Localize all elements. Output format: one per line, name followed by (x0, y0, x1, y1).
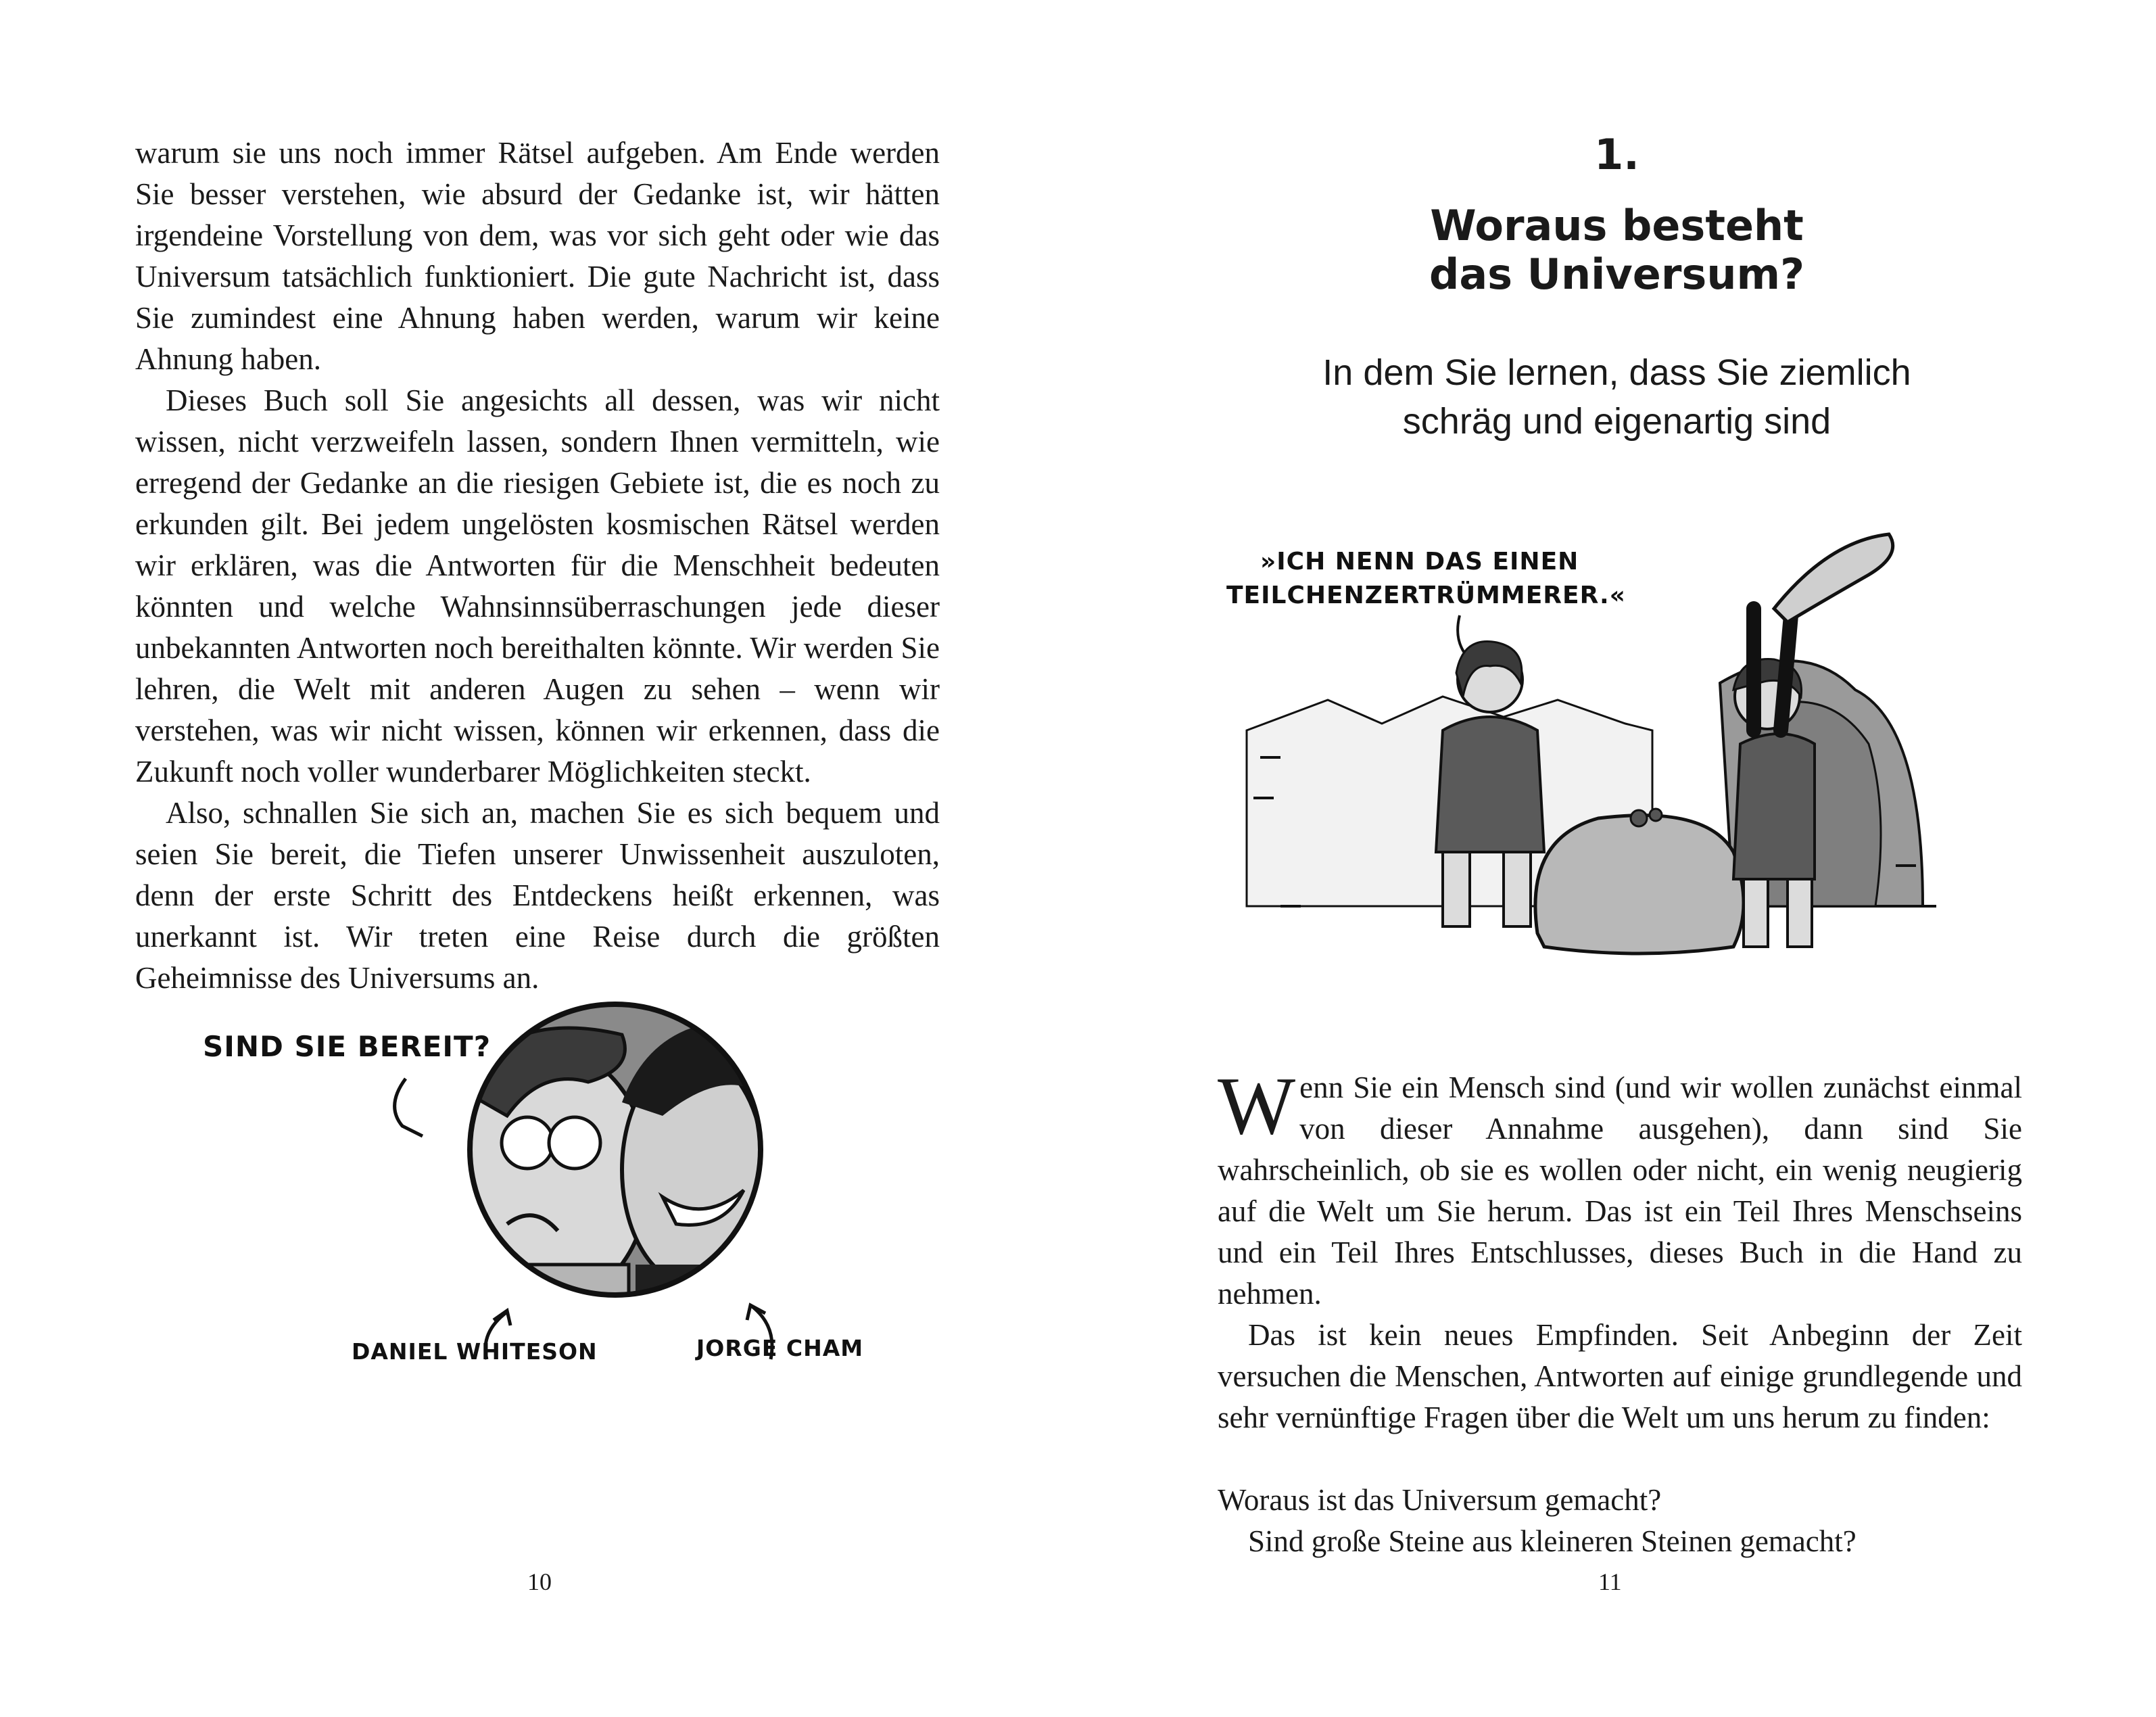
author-label-left: DANIEL WHITESON (352, 1338, 598, 1365)
chapter-title (1078, 202, 2156, 299)
speech-text-line: TEILCHENZERTRÜMMERER.« (1226, 582, 1626, 609)
chapter-number: 1. (1594, 130, 1639, 179)
paragraph: Das ist kein neues Empfinden. Seit Anbeginn der Zeit versuchen die Menschen, Antworten auf einige grundlegende und sehr vernünftige Fragen über die Welt um uns herum zu finden: (1218, 1318, 2022, 1434)
page-number: 10 (527, 1568, 552, 1595)
right-body-text (1218, 1060, 2022, 1562)
paragraph-text: enn Sie ein Mensch sind (und wir wollen zunächst einmal von dieser Annahme ausgehen), dann sind Sie wahrscheinlich, ob sie es wollen oder nicht, ein wenig neugierig auf die Welt um Sie herum. Das ist ein Teil Ihres Menschseins und ein Teil Ihres Entschlusses, dieses Buch in die Hand zu nehmen. (1218, 1071, 2022, 1311)
question: Woraus ist das Universum gemacht? (1218, 1483, 1662, 1517)
cavemen-illustration (1220, 527, 1990, 974)
chapter-title-line: das Universum? (1429, 250, 1805, 299)
paragraph: Also, schnallen Sie sich an, machen Sie es sich bequem und seien Sie bereit, die Tiefen unserer Unwissenheit auszuloten, denn der erste Schritt des Entdeckens heißt erkennen, was unerkannt ist. Wir treten eine Reise durch die größten Geheimnisse des Universums an. (135, 796, 940, 995)
speech-text-line: »ICH NENN DAS EINEN (1260, 548, 1579, 575)
club-icon (1774, 534, 1893, 622)
chapter-subtitle-line: In dem Sie lernen, dass Sie ziemlich (1322, 352, 1911, 393)
authors-illustration (189, 1008, 892, 1386)
boulder-icon (1535, 816, 1744, 954)
chapter-subtitle (1078, 348, 2156, 446)
speech-tail-icon (395, 1079, 423, 1136)
paragraph (1218, 1060, 2022, 1315)
author-label-right: JORGE CHAM (696, 1335, 864, 1361)
paragraph: Dieses Buch soll Sie angesichts all dessen, was wir nicht wissen, nicht verzweifeln lassen, sondern Ihnen vermitteln, wie erregend der Gedanke an die riesigen Gebiete ist, die es noch zu erkunden gilt. Bei jedem ungelösten kosmischen Rätsel werden wir erklären, was die Antworten für die Menschheit bedeuten könnten und welche Wahnsinnsüberraschungen jede dieser unbekannten Antworten noch bereithalten könnte. Wir werden Sie lehren, die Welt mit anderen Augen zu sehen – wenn wir verstehen, was wir nicht wissen, können wir erkennen, dass die Zukunft noch voller wunderbarer Möglichkeiten steckt. (135, 383, 940, 789)
left-body-text (135, 133, 940, 999)
paragraph: warum sie uns noch immer Rätsel aufgeben. Am Ende werden Sie besser verstehen, wie absurd der Gedanke ist, wir hätten irgendeine Vorstellung von dem, was vor sich geht oder wie das Universum tatsächlich funktioniert. Die gute Nachricht ist, dass Sie zumindest eine Ahnung haben werden, warum wir keine Ahnung haben. (135, 136, 940, 376)
drop-cap: W (1218, 1060, 1296, 1152)
chapter-subtitle-line: schräg und eigenartig sind (1402, 401, 1831, 442)
speech-text: SIND SIE BEREIT? (203, 1030, 492, 1063)
chapter-title-line: Woraus besteht (1430, 201, 1804, 250)
question: Sind große Steine aus kleineren Steinen gemacht? (1248, 1524, 1856, 1558)
page-number: 11 (1598, 1568, 1622, 1595)
right-page (1078, 0, 2156, 1717)
